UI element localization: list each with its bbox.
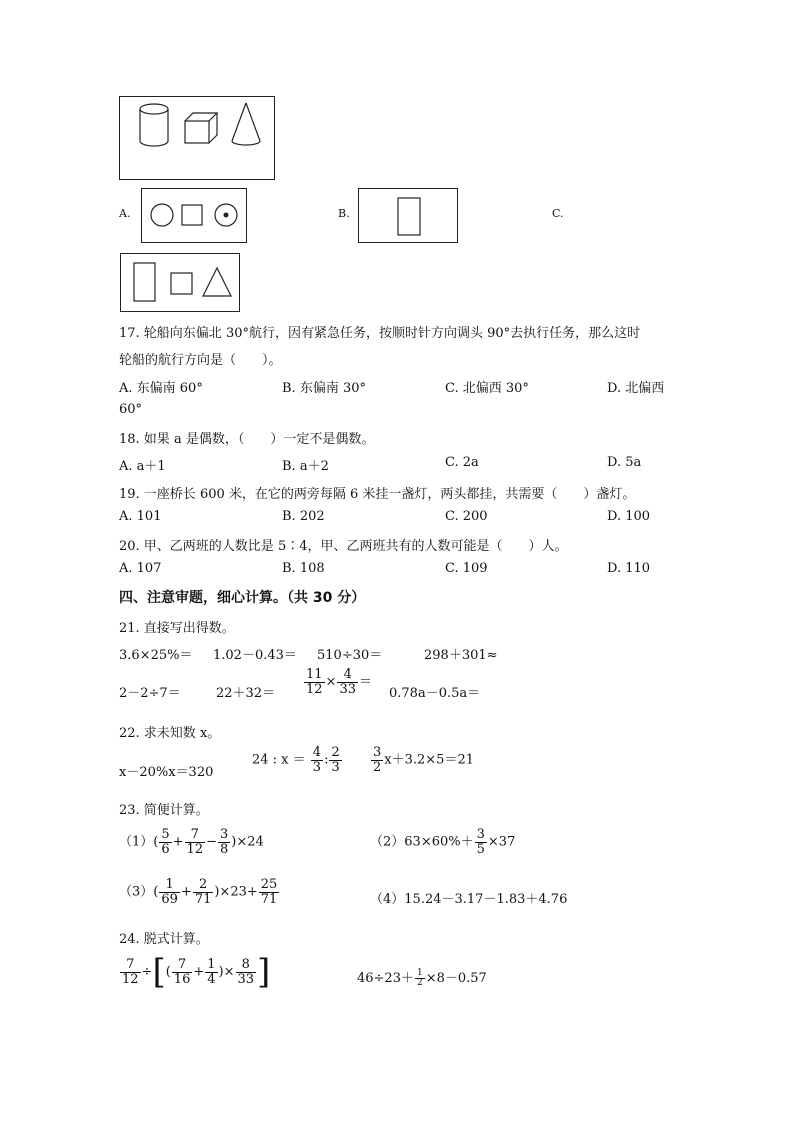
q21-item-2: 1.02－0.43＝ (213, 648, 297, 663)
option-b-drawing (359, 189, 459, 244)
q24-expr1: $\frac{7}{12}$ ÷[( $\frac{7}{16}$ + $\frac{1}{4}$ )× $\frac{8}{33}$ ] (122, 952, 271, 992)
q17-option-d: D. 北偏西 (607, 381, 665, 396)
q20-option-d: D. 110 (607, 561, 651, 576)
q17-option-b: B. 东偏南 30° (282, 381, 366, 396)
q23-title: 23. 简便计算。 (119, 803, 209, 818)
q23-part3: （3）( $\frac{1}{69}$ + $\frac{2}{71}$ )×23+ $\frac{25}{71}$ (119, 877, 278, 907)
q20-option-b: B. 108 (282, 561, 325, 576)
q18-option-a: A. a＋1 (119, 459, 166, 474)
q21-item-5: 2－2÷7＝ (119, 686, 181, 701)
q18-option-c: C. 2a (445, 455, 479, 470)
q19-option-d: D. 100 (607, 509, 651, 524)
q24-expr2: 46÷23＋ $\frac{1}{2}$ ×8－0.57 (357, 967, 487, 988)
q17-option-d-wrap: 60° (119, 402, 143, 417)
q18-text: 18. 如果 a 是偶数，（ ）一定不是偶数。 (119, 432, 375, 447)
q19-option-c: C. 200 (445, 509, 488, 524)
cylinder-shape (140, 104, 168, 146)
q18-option-b: B. a＋2 (282, 459, 329, 474)
rectangle-shape (134, 263, 155, 301)
option-a-figure (141, 188, 247, 243)
square-shape (182, 205, 202, 225)
q22-eq1: x－20%x＝320 (119, 765, 214, 780)
q24-title: 24. 脱式计算。 (119, 932, 209, 947)
option-c-figure (120, 253, 240, 312)
q21-title: 21. 直接写出得数。 (119, 621, 235, 636)
cube-shape (185, 113, 217, 143)
q20-option-a: A. 107 (119, 561, 162, 576)
q23-part1: （1）( $\frac{5}{6}$ + $\frac{7}{12}$ − $\frac{3}{8}$ )×24 (119, 827, 264, 857)
cone-shape (232, 103, 260, 145)
q21-item-4: 298＋301≈ (424, 648, 498, 663)
rectangle-shape (398, 198, 420, 235)
option-a-drawing (142, 189, 248, 244)
q22-eq3: $\frac{3}{2}$ x＋3.2×5＝21 (373, 745, 474, 775)
square-shape (171, 273, 192, 294)
q21-item-1: 3.6×25%＝ (119, 648, 193, 663)
option-a-label: A. (119, 207, 131, 220)
q19-text: 19. 一座桥长 600 米，在它的两旁每隔 6 米挂一盏灯，两头都挂，共需要（ ）盏灯。 (119, 487, 636, 502)
q20-option-c: C. 109 (445, 561, 488, 576)
option-b-label: B. (338, 207, 350, 220)
q17-option-a: A. 东偏南 60° (119, 381, 203, 396)
q18-option-d: D. 5a (607, 455, 642, 470)
q21-item-8: 0.78a－0.5a＝ (389, 686, 481, 701)
q19-option-b: B. 202 (282, 509, 325, 524)
option-c-drawing (121, 254, 241, 313)
circle-shape (151, 204, 173, 226)
option-b-figure (358, 188, 458, 243)
q23-part2: （2）63×60%＋ $\frac{3}{5}$ ×37 (370, 827, 516, 857)
q22-eq2: 24 : x ＝ $\frac{4}{3}$ : $\frac{2}{3}$ (252, 745, 340, 775)
q17-text-line2: 轮船的航行方向是（ ）。 (119, 353, 282, 368)
triangle-shape (203, 268, 231, 296)
q21-item-6: 22＋32＝ (216, 686, 276, 701)
option-c-label: C. (552, 207, 564, 220)
q21-item-3: 510÷30＝ (317, 648, 383, 663)
solids-drawing (120, 97, 276, 181)
solids-figure-box (119, 96, 275, 180)
q19-option-a: A. 101 (119, 509, 162, 524)
q21-item-7: $\frac{11}{12}$ × $\frac{4}{33}$ ＝ (306, 667, 373, 697)
q22-title: 22. 求未知数 x。 (119, 726, 221, 741)
section4-title: 四、注意审题，细心计算。（共 30 分） (119, 590, 366, 606)
q20-text: 20. 甲、乙两班的人数比是 5∶4，甲、乙两班共有的人数可能是（ ）人。 (119, 539, 568, 554)
q23-part4: （4）15.24－3.17－1.83＋4.76 (370, 892, 568, 907)
q17-text-line1: 17. 轮船向东偏北 30°航行，因有紧急任务，按顺时针方向调头 90°去执行任务，那么这时 (119, 326, 641, 341)
q17-option-c: C. 北偏西 30° (445, 381, 529, 396)
